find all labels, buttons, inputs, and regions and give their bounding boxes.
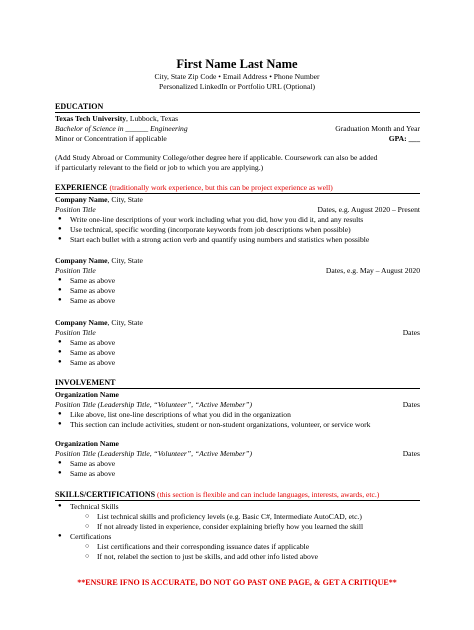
circle-bullet-icon: ○ — [85, 552, 90, 560]
contact-line: City, State Zip Code • Email Address • Phone Number — [154, 72, 320, 81]
job-1-bullet-2: Use technical, specific wording (incorporate keywords from job descriptions when possible) — [70, 225, 351, 234]
skills-rule — [55, 500, 420, 501]
skills-group-1-label: Technical Skills — [70, 502, 119, 511]
skills-group-2-item-1: List certifications and their corresponding issuance dates if applicable — [97, 542, 310, 551]
org-1-title: Position Title (Leadership Title, “Volunteer”, “Active Member”) — [55, 400, 253, 409]
degree: Bachelor of Science in ______ Engineering — [55, 124, 188, 133]
job-3-company: Company Name — [55, 318, 108, 327]
job-3-company-line — [55, 318, 143, 327]
involvement-heading: INVOLVEMENT — [55, 378, 116, 387]
education-rule — [55, 112, 420, 113]
involvement-rule — [55, 388, 420, 389]
skills-group-2-label: Certifications — [70, 532, 112, 541]
job-2-company: Company Name — [55, 256, 108, 265]
job-3-title: Position Title — [55, 328, 96, 337]
org-2-name: Organization Name — [55, 439, 119, 448]
bullet-icon: ● — [58, 339, 62, 345]
org-1-name: Organization Name — [55, 390, 119, 399]
job-3-bullet-1: Same as above — [70, 338, 116, 347]
job-1-bullet-1: Write one-line descriptions of your work including what you did, how you did it, and any results — [70, 215, 364, 224]
bullet-icon: ● — [58, 236, 62, 242]
circle-bullet-icon: ○ — [85, 512, 90, 520]
job-2-dates: Dates, e.g. May – August 2020 — [325, 266, 420, 275]
experience-rule — [55, 193, 420, 194]
skills-group-1-item-2: If not already listed in experience, consider explaining briefly how you learned the skill — [97, 522, 364, 531]
bullet-icon: ● — [58, 216, 62, 222]
education-note-line-2: if particularly relevant to the field or job to which you are applying.) — [55, 163, 264, 172]
resume-name: First Name Last Name — [176, 57, 298, 71]
org-2-bullet-2: Same as above — [70, 469, 116, 478]
job-3-dates: Dates — [402, 328, 420, 337]
experience-heading-note: (traditionally work experience, but this can be project experience as well) — [109, 183, 333, 192]
skills-heading-line — [55, 490, 379, 500]
bullet-icon: ● — [58, 287, 62, 293]
gpa: GPA: ___ — [388, 134, 420, 143]
bullet-icon: ● — [58, 503, 62, 509]
org-1-dates: Dates — [402, 400, 420, 409]
org-2-bullet-1: Same as above — [70, 459, 116, 468]
job-1-company-line — [55, 195, 143, 204]
bullet-icon: ● — [58, 277, 62, 283]
bullet-icon: ● — [58, 297, 62, 303]
bullet-icon: ● — [58, 349, 62, 355]
bullet-icon: ● — [58, 533, 62, 539]
experience-heading: EXPERIENCE — [55, 183, 108, 192]
circle-bullet-icon: ○ — [85, 542, 90, 550]
url-line: Personalized LinkedIn or Portfolio URL (Optional) — [159, 82, 315, 91]
org-1-bullet-2: This section can include activities, student or non-student organizations, volunteer, or service work — [70, 420, 371, 429]
bullet-icon: ● — [58, 421, 62, 427]
org-2-dates: Dates — [402, 449, 420, 458]
footer-notice: **ENSURE IFNO IS ACCURATE, DO NOT GO PAST ONE PAGE, & GET A CRITIQUE** — [77, 578, 397, 587]
job-1-company: Company Name — [55, 195, 108, 204]
job-2-title: Position Title — [55, 266, 96, 275]
job-3-bullet-2: Same as above — [70, 348, 116, 357]
job-2-bullet-3: Same as above — [70, 296, 116, 305]
job-2-bullet-1: Same as above — [70, 276, 116, 285]
education-note-line-1: (Add Study Abroad or Community College/other degree here if applicable. Coursework can also be added — [55, 153, 378, 162]
job-1-bullet-3: Start each bullet with a strong action verb and quantify using numbers and statistics when possible — [70, 235, 370, 244]
skills-heading-note: (this section is flexible and can include languages, interests, awards, etc.) — [157, 490, 380, 499]
job-1-title: Position Title — [55, 205, 96, 214]
skills-group-2-item-2: If not, relabel the section to just be skills, and add other info listed above — [97, 552, 319, 561]
school-name: Texas Tech University — [55, 114, 127, 123]
school-location: , Lubbock, Texas — [126, 114, 179, 123]
job-2-location: , City, State — [107, 256, 143, 265]
job-1-location: , City, State — [107, 195, 143, 204]
skills-heading: SKILLS/CERTIFICATIONS — [55, 490, 156, 499]
bullet-icon: ● — [58, 470, 62, 476]
bullet-icon: ● — [58, 411, 62, 417]
experience-heading-line — [55, 183, 333, 193]
skills-group-1-item-1: List technical skills and proficiency levels (e.g. Basic C#, Intermediate AutoCAD, etc.) — [97, 512, 362, 521]
circle-bullet-icon: ○ — [85, 522, 90, 530]
minor: Minor or Concentration if applicable — [55, 134, 167, 143]
graduation-date: Graduation Month and Year — [335, 124, 420, 133]
job-2-company-line — [55, 256, 143, 265]
bullet-icon: ● — [58, 226, 62, 232]
org-2-title: Position Title (Leadership Title, “Volunteer”, “Active Member”) — [55, 449, 253, 458]
bullet-icon: ● — [58, 460, 62, 466]
job-2-bullet-2: Same as above — [70, 286, 116, 295]
education-heading: EDUCATION — [55, 102, 104, 111]
bullet-icon: ● — [58, 359, 62, 365]
job-3-location: , City, State — [107, 318, 143, 327]
org-1-bullet-1: Like above, list one-line descriptions of what you did in the organization — [70, 410, 291, 419]
job-1-dates: Dates, e.g. August 2020 – Present — [317, 205, 420, 214]
school-line — [55, 114, 178, 123]
job-3-bullet-3: Same as above — [70, 358, 116, 367]
